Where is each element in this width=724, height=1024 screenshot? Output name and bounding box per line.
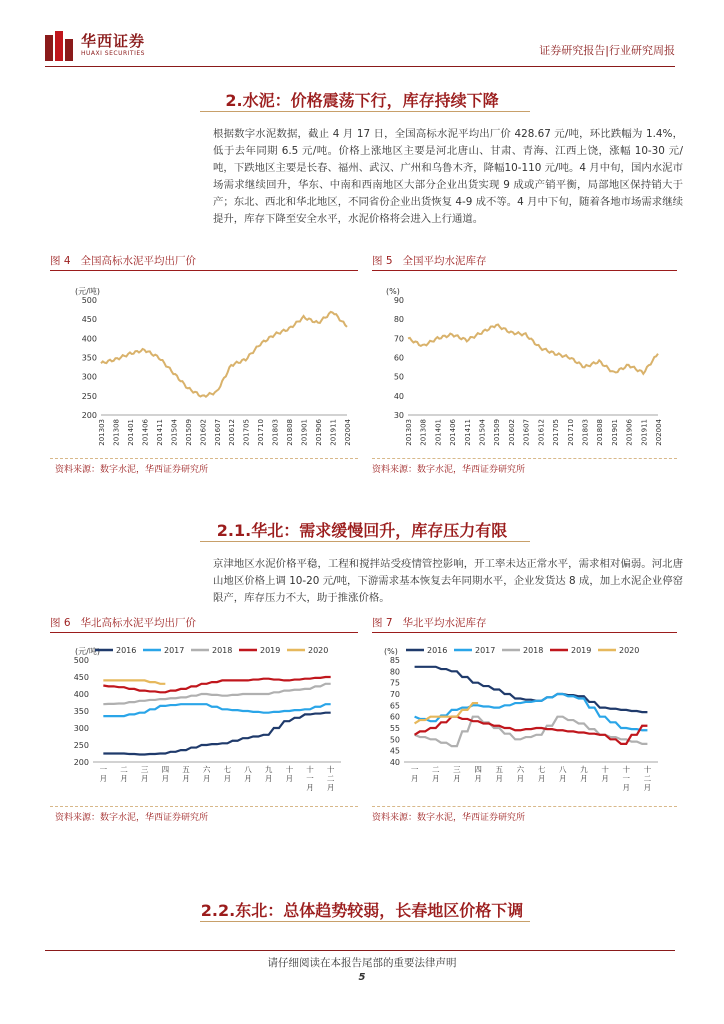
chart-fig4: [55, 278, 355, 453]
series-line: [408, 324, 658, 373]
x-tick-label: 201710: [566, 419, 575, 446]
y-tick-label: 75: [389, 678, 400, 688]
x-tick-label: 201303: [405, 419, 413, 446]
figure-caption: 全国高标水泥平均出厂价: [80, 255, 197, 267]
y-tick-label: 450: [73, 673, 89, 682]
y-tick-label: 65: [389, 701, 400, 711]
y-tick-label: 350: [81, 353, 97, 363]
x-tick-label: 201803: [581, 419, 590, 446]
figure-label: 图 5: [372, 255, 393, 267]
figure-5-title: [372, 253, 487, 268]
legend-label: 2016: [427, 646, 448, 655]
y-tick-label: 200: [81, 411, 97, 420]
y-tick-label: 40: [393, 391, 404, 401]
x-tick-label: 九月: [264, 765, 273, 783]
x-tick-label: 九月: [580, 765, 588, 783]
x-tick-label: 七月: [537, 765, 546, 783]
legend-label: 2020: [619, 646, 640, 655]
y-tick-label: 500: [81, 296, 97, 305]
x-tick-label: 201612: [537, 419, 546, 446]
figure-caption: 全国平均水泥库存: [402, 255, 487, 267]
figure-rule: [50, 270, 358, 271]
y-tick-label: 85: [389, 656, 400, 665]
y-tick-label: 80: [389, 667, 400, 677]
y-tick-label: 55: [389, 724, 400, 733]
figure-7-title: [372, 615, 487, 630]
x-tick-label: 201901: [300, 419, 309, 446]
x-tick-label: 十一月: [306, 765, 314, 792]
x-tick-label: 201401: [434, 419, 443, 446]
x-tick-label: 十月: [285, 765, 294, 783]
x-tick-label: 201504: [478, 419, 487, 446]
x-tick-label: 四月: [474, 765, 482, 783]
legend-label: 2017: [164, 646, 185, 655]
x-tick-label: 201612: [228, 419, 237, 446]
x-tick-label: 三月: [140, 765, 149, 783]
x-tick-label: 201705: [552, 419, 561, 446]
legend-label: 2019: [571, 646, 592, 655]
y-tick-label: 40: [389, 758, 400, 767]
x-tick-label: 201602: [199, 419, 208, 446]
x-tick-label: 201509: [493, 419, 502, 446]
x-tick-label: 201705: [242, 419, 251, 446]
x-tick-label: 二月: [120, 765, 128, 783]
series-line: [103, 704, 330, 716]
x-tick-label: 201303: [98, 419, 106, 446]
section-text-north: 京津地区水泥价格平稳，工程和搅拌站受疫情管控影响，开工率未达正常水平，需求相对偏弱。河北唐山地区价格上调 10-20 元/吨，下游需求基本恢复去年同期水平，企业发货达 8 成，加上水泥企业停窑限产，库存压力不大，助于推涨价格。: [213, 558, 683, 604]
series-line: [415, 667, 648, 712]
x-tick-label: 201607: [522, 419, 531, 446]
x-tick-label: 201906: [625, 419, 634, 446]
y-tick-label: 60: [393, 353, 404, 363]
y-tick-label: 300: [81, 372, 97, 382]
y-tick-label: 200: [73, 758, 89, 767]
y-tick-label: 30: [393, 411, 404, 420]
series-line: [415, 717, 648, 746]
y-axis-label: (元/吨): [75, 647, 100, 656]
x-tick-label: 四月: [161, 765, 170, 783]
x-tick-label: 201602: [507, 419, 516, 446]
x-tick-label: 201803: [271, 419, 280, 446]
y-tick-label: 70: [389, 690, 400, 699]
source-rule: [50, 458, 358, 459]
x-tick-label: 201308: [112, 419, 121, 446]
footer-disclaimer: 请仔细阅读在本报告尾部的重要法律声明: [267, 957, 457, 969]
x-tick-label: 201406: [449, 419, 458, 446]
section-title-northeast: 2.2.东北：总体趋势较弱，长春地区价格下调: [200, 901, 524, 920]
x-tick-label: 十二月: [326, 765, 335, 792]
legend-label: 2018: [523, 646, 544, 655]
x-tick-label: 201411: [155, 419, 164, 446]
y-tick-label: 80: [393, 315, 404, 325]
figure-rule: [372, 632, 677, 633]
x-tick-label: 201401: [126, 419, 135, 446]
y-tick-label: 300: [73, 724, 89, 733]
figure-4-title: [50, 253, 196, 268]
x-tick-label: 二月: [432, 765, 440, 783]
source-rule: [372, 458, 677, 459]
section-title-north: 2.1.华北：需求缓慢回升，库存压力有限: [216, 521, 508, 540]
legend-label: 2020: [308, 646, 329, 655]
x-tick-label: 202004: [655, 419, 663, 446]
y-tick-label: 90: [393, 296, 404, 305]
x-tick-label: 五月: [182, 765, 190, 783]
page-number: 5: [358, 972, 366, 983]
x-tick-label: 201308: [419, 419, 428, 446]
x-tick-label: 十一月: [622, 765, 630, 792]
report-type: 证券研究报告|行业研究周报: [539, 44, 675, 57]
x-tick-label: 五月: [495, 765, 503, 783]
huaxi-logo-icon: [45, 31, 73, 61]
y-axis-label: (%): [384, 647, 398, 656]
y-axis-label: (%): [386, 287, 400, 296]
series-line: [103, 680, 165, 683]
x-tick-label: 201504: [170, 419, 179, 446]
figure-label: 图 7: [372, 617, 393, 629]
x-tick-label: 201710: [257, 419, 266, 446]
figure-6-title: [50, 615, 196, 630]
x-tick-label: 七月: [223, 765, 232, 783]
x-tick-label: 六月: [202, 765, 211, 783]
y-tick-label: 50: [389, 735, 400, 745]
x-tick-label: 八月: [559, 765, 567, 783]
y-tick-label: 400: [73, 690, 89, 699]
chart-fig7: [372, 638, 672, 803]
y-tick-label: 400: [81, 334, 97, 344]
series-line: [103, 684, 330, 704]
x-tick-label: 201509: [184, 419, 193, 446]
legend-label: 2019: [260, 646, 281, 655]
logo-text: 华西证券: [81, 32, 146, 50]
y-tick-label: 70: [393, 334, 404, 344]
x-tick-label: 十月: [601, 765, 609, 783]
y-tick-label: 250: [81, 391, 97, 401]
header-divider: [45, 66, 675, 67]
x-tick-label: 一月: [99, 765, 108, 783]
figure-5-source: 资料来源：数字水泥，华西证券研究所: [372, 465, 526, 475]
x-tick-label: 十二月: [643, 765, 652, 792]
legend-label: 2018: [212, 646, 233, 655]
x-tick-label: 201406: [141, 419, 150, 446]
section-rule: [200, 541, 530, 542]
x-tick-label: 六月: [516, 765, 525, 783]
figure-caption: 华北高标水泥平均出厂价: [80, 617, 197, 629]
chart-fig6: [55, 638, 355, 803]
x-tick-label: 201911: [640, 419, 649, 446]
x-tick-label: 201906: [315, 419, 324, 446]
page-header: [45, 28, 675, 64]
figure-label: 图 6: [50, 617, 71, 629]
x-tick-label: 201808: [286, 419, 295, 446]
x-tick-label: 三月: [453, 765, 461, 783]
x-tick-label: 201901: [610, 419, 619, 446]
chart-fig5: [372, 278, 672, 453]
source-rule: [372, 806, 677, 807]
series-line: [415, 717, 648, 744]
x-tick-label: 201911: [329, 419, 338, 446]
y-tick-label: 60: [389, 712, 400, 722]
y-tick-label: 500: [73, 656, 89, 665]
legend-label: 2017: [475, 646, 496, 655]
section-rule: [200, 111, 530, 112]
figure-6-source: 资料来源：数字水泥，华西证券研究所: [55, 813, 209, 823]
x-tick-label: 201808: [596, 419, 605, 446]
figure-label: 图 4: [50, 255, 71, 267]
footer-divider: [45, 950, 675, 951]
figure-rule: [50, 632, 358, 633]
y-tick-label: 450: [81, 315, 97, 325]
series-line: [103, 713, 330, 755]
logo-subtext: HUAXI SECURITIES: [81, 50, 145, 57]
y-tick-label: 250: [73, 741, 89, 750]
section-text-cement: 根据数字水泥数据，截止 4 月 17 日，全国高标水泥平均出厂价 428.67 元/吨，环比跌幅为 1.4%，低于去年同期 6.5 元/吨。价格上涨地区主要是河北唐山、甘肃、青海、江西上饶，涨幅 10-30 元/吨，下跌地区主要是长春、福州、武汉、广州和乌鲁木齐，降幅10-110 元/吨。4 月中旬，国内水泥市场需求继续回升，华东、中南和西南地区大部分企业出货实现 9 成或产销平衡，局部地区保持销大于产；东北、西北和华北地区，不同省份企业出货恢复 4-9 成不等。4 月中下旬，随着各地市场需求继续提升，库存下降至安全水平，水泥价格将会进入上行通道。: [213, 128, 683, 225]
figure-caption: 华北平均水泥库存: [402, 617, 487, 629]
x-tick-label: 202004: [344, 419, 352, 446]
section-title-cement: 2.水泥：价格震荡下行，库存持续下降: [225, 91, 499, 110]
x-tick-label: 201607: [213, 419, 222, 446]
legend-label: 2016: [116, 646, 137, 655]
series-line: [101, 312, 347, 397]
figure-7-source: 资料来源：数字水泥，华西证券研究所: [372, 813, 526, 823]
source-rule: [50, 806, 358, 807]
y-tick-label: 50: [393, 372, 404, 382]
section-rule: [200, 921, 530, 922]
x-tick-label: 一月: [410, 765, 419, 783]
y-tick-label: 350: [73, 707, 89, 716]
figure-4-source: 资料来源：数字水泥，华西证券研究所: [55, 465, 209, 475]
y-tick-label: 45: [389, 746, 400, 756]
x-tick-label: 201411: [463, 419, 472, 446]
x-tick-label: 八月: [244, 765, 252, 783]
figure-rule: [372, 270, 677, 271]
y-axis-label: (元/吨): [75, 287, 100, 296]
